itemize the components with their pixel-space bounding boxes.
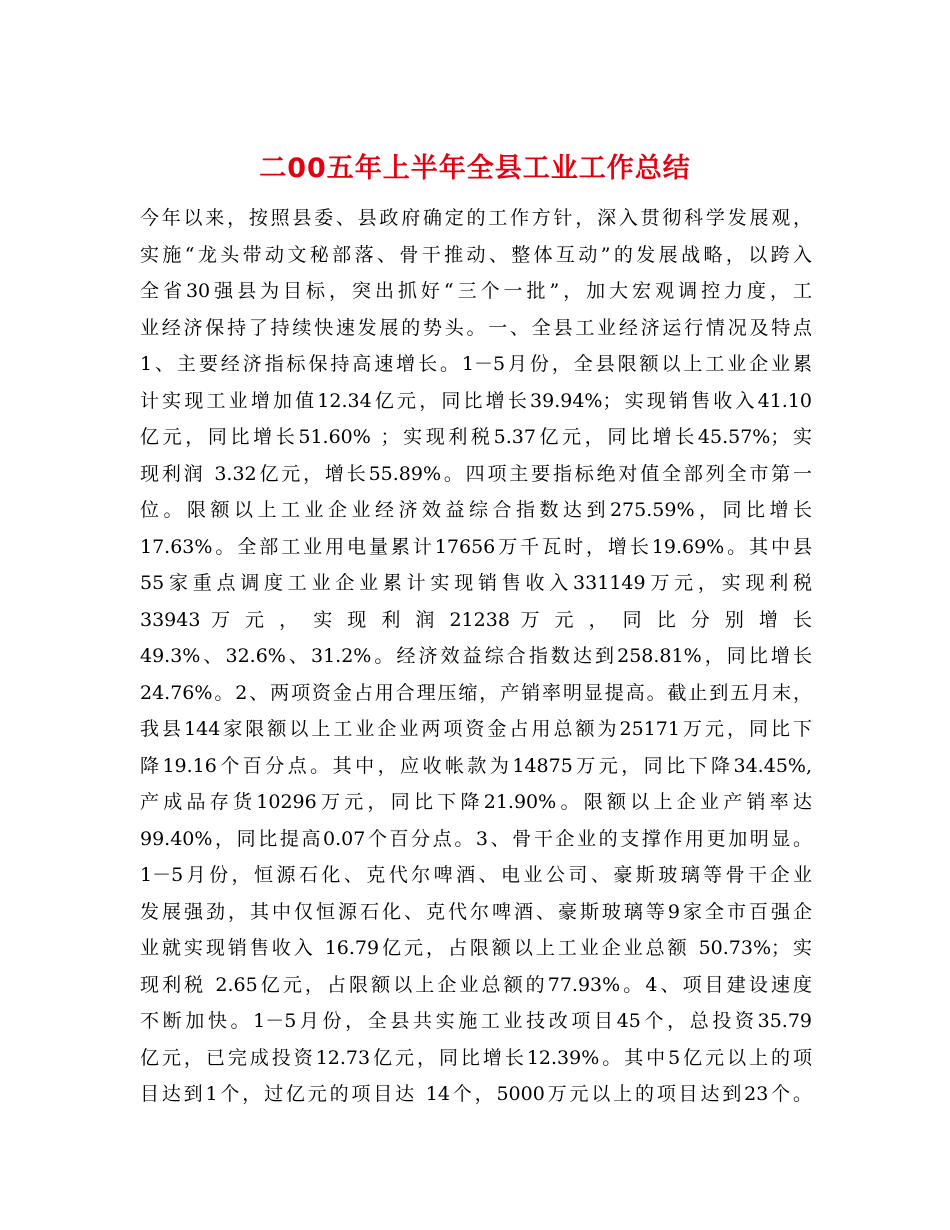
body-line: 亿元，已完成投资12.73亿元，同比增长12.39%。其中5亿元以上的项 [140, 1046, 812, 1069]
body-line: 55家重点调度工业企业累计实现销售收入331149万元，实现利税 [140, 572, 812, 594]
body-line: 17.63%。全部工业用电量累计17656万千瓦时，增长19.69%。其中县 [140, 535, 812, 558]
body-line: 49.3%、32.6%、31.2%。经济效益综合指数达到258.81%，同比增长 [140, 645, 812, 667]
body-line: 今年以来，按照县委、县政府确定的工作方针，深入贯彻科学发展观， [140, 207, 812, 229]
body-line: 现利税 2.65亿元，占限额以上企业总额的77.93%。4、项目建设速度 [140, 973, 812, 996]
body-line: 我县144家限额以上工业企业两项资金占用总额为25171万元，同比下 [140, 718, 812, 740]
body-line: 降19.16个百分点。其中，应收帐款为14875万元，同比下降34.45%, [140, 754, 812, 777]
document-title: 二00五年上半年全县工业工作总结 [259, 153, 691, 185]
body-line: 24.76%。2、两项资金占用合理压缩，产销率明显提高。截止到五月末， [140, 681, 812, 704]
document-body [140, 200, 812, 1113]
body-line: 发展强劲，其中仅恒源石化、克代尔啤酒、豪斯玻璃等9家全市百强企 [140, 900, 812, 923]
body-line: 亿元，同比增长51.60% ；实现利税5.37亿元，同比增长45.57%；实 [140, 426, 812, 448]
body-line: 位。限额以上工业企业经济效益综合指数达到275.59%，同比增长 [140, 499, 812, 521]
body-line: 1－5月份，恒源石化、克代尔啤酒、电业公司、豪斯玻璃等骨干企业 [140, 864, 812, 886]
body-line: 业经济保持了持续快速发展的势头。一、全县工业经济运行情况及特点 [140, 316, 812, 339]
body-line: 现利润 3.32亿元，增长55.89%。四项主要指标绝对值全部列全市第一 [140, 462, 812, 485]
body-line: 99.40%，同比提高0.07个百分点。3、骨干企业的支撑作用更加明显。 [140, 827, 812, 850]
body-line: 1、主要经济指标保持高速增长。1－5月份，全县限额以上工业企业累 [140, 353, 812, 375]
body-line: 产成品存货10296万元，同比下降21.90%。限额以上企业产销率达 [140, 791, 812, 813]
body-line: 计实现工业增加值12.34亿元，同比增长39.94%；实现销售收入41.10 [140, 389, 812, 412]
body-line: 实施“龙头带动文秘部落、骨干推动、整体互动”的发展战略，以跨入 [140, 243, 812, 266]
body-line: 业就实现销售收入 16.79亿元，占限额以上工业企业总额 50.73%；实 [140, 937, 812, 959]
body-line: 33943 万 元 ， 实 现 利 润 21238 万 元 ， 同 比 分 别 增 长 [140, 608, 812, 631]
body-line: 不断加快。1－5月份，全县共实施工业技改项目45个，总投资35.79 [140, 1010, 812, 1032]
body-line: 目达到1个，过亿元的项目达 14个，5000万元以上的项目达到23个。 [140, 1083, 812, 1105]
body-line: 全省30强县为目标，突出抓好“三个一批”，加大宏观调控力度，工 [140, 280, 812, 302]
